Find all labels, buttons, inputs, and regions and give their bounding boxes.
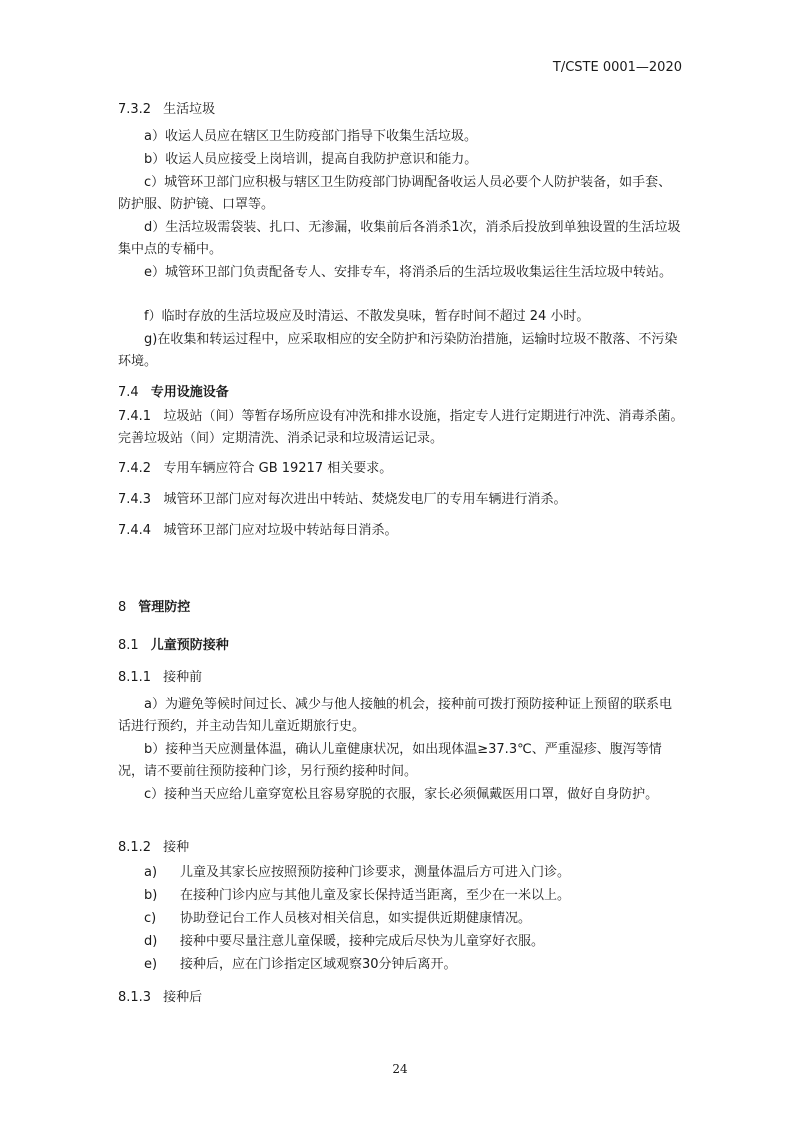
heading-7-3-2 — [118, 98, 215, 117]
paragraph-7-4-4 — [118, 520, 684, 542]
paragraph-8-1-1-c: c）接种当天应给儿童穿宽松且容易穿脱的衣服，家长必须佩戴医用口罩，做好自身防护。 — [144, 787, 659, 802]
clause-number: 7.4.1 — [118, 409, 152, 424]
section-title: 接种后 — [163, 990, 203, 1005]
clause-number: 7.4.4 — [118, 523, 152, 538]
paragraph-7-3-2-a: a）收运人员应在辖区卫生防疫部门指导下收集生活垃圾。 — [144, 129, 477, 144]
clause-text: 专用车辆应符合 GB 19217 相关要求。 — [163, 461, 393, 476]
list-text: 协助登记台工作人员核对相关信息，如实提供近期健康情况。 — [180, 911, 532, 926]
paragraph-7-4-1 — [118, 406, 684, 450]
section-number: 7.3.2 — [118, 102, 152, 117]
section-title: 儿童预防接种 — [150, 638, 229, 653]
heading-8-1-2 — [118, 836, 189, 855]
page-number: 24 — [392, 1062, 408, 1076]
list-text: 在接种门诊内应与其他儿童及家长保持适当距离，至少在一米以上。 — [180, 888, 571, 903]
list-marker: a) — [144, 865, 158, 880]
section-title: 接种 — [163, 840, 190, 855]
clause-text: 城管环卫部门应对垃圾中转站每日消杀。 — [163, 523, 398, 538]
list-item — [144, 931, 684, 953]
paragraph-7-3-2-d: d）生活垃圾需袋装、扎口、无渗漏，收集前后各消杀1次，消杀后投放到单独设置的生活垃圾集中点的专桶中。 — [118, 220, 681, 257]
section-number: 8 — [118, 600, 127, 615]
heading-7-4 — [118, 381, 229, 400]
document-code: T/CSTE 0001—2020 — [552, 60, 682, 75]
section-number: 8.1 — [118, 638, 139, 653]
section-title: 生活垃圾 — [163, 102, 216, 117]
section-title: 专用设施设备 — [150, 385, 229, 400]
paragraph-7-3-2-g: g)在收集和转运过程中，应采取相应的安全防护和污染防治措施，运输时垃圾不散落、不污染环境。 — [118, 332, 678, 369]
list-item — [144, 954, 684, 976]
section-title: 管理防控 — [138, 600, 191, 615]
clause-text: 垃圾站（间）等暂存场所应设有冲洗和排水设施，指定专人进行定期进行冲洗、消毒杀菌。完善垃圾站（间）定期清洗、消杀记录和垃圾清运记录。 — [118, 409, 684, 446]
section-number: 7.4 — [118, 385, 139, 400]
heading-8 — [118, 596, 190, 615]
list-item — [144, 885, 684, 907]
section-title: 接种前 — [163, 670, 203, 685]
list-text: 接种后，应在门诊指定区域观察30分钟后离开。 — [180, 957, 457, 972]
paragraph-7-3-2-b: b）收运人员应接受上岗培训，提高自我防护意识和能力。 — [144, 152, 478, 167]
list-marker: c) — [144, 911, 157, 926]
section-number: 8.1.1 — [118, 670, 152, 685]
heading-8-1-1 — [118, 666, 202, 685]
list-text: 接种中要尽量注意儿童保暖，接种完成后尽快为儿童穿好衣服。 — [180, 934, 545, 949]
heading-8-1-3 — [118, 986, 202, 1005]
paragraph-7-4-3 — [118, 489, 684, 511]
paragraph-8-1-1-a: a）为避免等候时间过长、减少与他人接触的机会，接种前可拨打预防接种证上预留的联系电话进行预约，并主动告知儿童近期旅行史。 — [118, 697, 672, 734]
paragraph-7-3-2-f: f）临时存放的生活垃圾应及时清运、不散发臭味，暂存时间不超过 24 小时。 — [144, 309, 590, 324]
paragraph-7-3-2-e: e）城管环卫部门负责配备专人、安排专车，将消杀后的生活垃圾收集运往生活垃圾中转站。 — [144, 265, 672, 280]
section-number: 8.1.2 — [118, 840, 152, 855]
list-marker: b) — [144, 888, 158, 903]
paragraph-7-3-2-c: c）城管环卫部门应积极与辖区卫生防疫部门协调配备收运人员必要个人防护装备，如手套、防护服、防护镜、口罩等。 — [118, 175, 672, 212]
list-item — [144, 862, 684, 884]
list-marker: e) — [144, 957, 158, 972]
list-text: 儿童及其家长应按照预防接种门诊要求，测量体温后方可进入门诊。 — [180, 865, 571, 880]
paragraph-7-4-2 — [118, 458, 684, 480]
list-marker: d) — [144, 934, 158, 949]
clause-text: 城管环卫部门应对每次进出中转站、焚烧发电厂的专用车辆进行消杀。 — [163, 492, 567, 507]
clause-number: 7.4.2 — [118, 461, 152, 476]
clause-number: 7.4.3 — [118, 492, 152, 507]
heading-8-1 — [118, 634, 229, 653]
list-item — [144, 908, 684, 930]
section-number: 8.1.3 — [118, 990, 152, 1005]
paragraph-8-1-1-b: b）接种当天应测量体温，确认儿童健康状况，如出现体温≥37.3℃、严重湿疹、腹泻等情况，请不要前往预防接种门诊，另行预约接种时间。 — [118, 742, 662, 779]
